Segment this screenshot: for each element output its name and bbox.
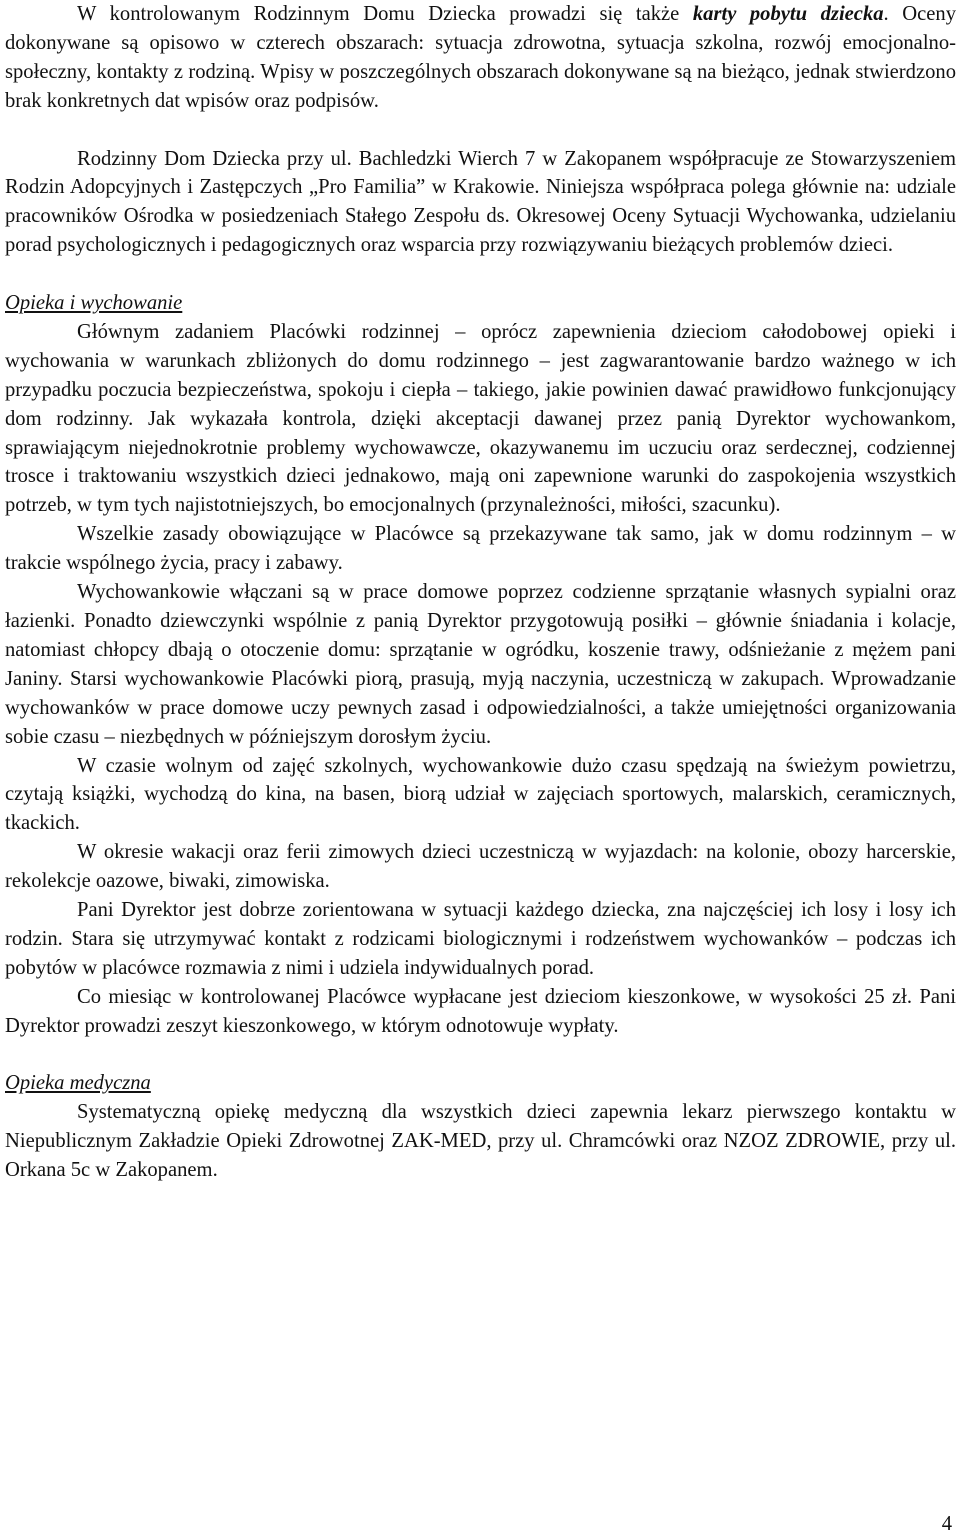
paragraph-cooperation: Rodzinny Dom Dziecka przy ul. Bachledzki Wierch 7 w Zakopanem współpracuje ze Stowarzyszeniem Rodzin Adopcyjnych i Zastępczych „Pro Familia” w Krakowie. Niniejsza współpraca polega głównie na: udziale pracowników Ośrodka w posiedzeniach Stałego Zespołu ds. Okresowej Oceny Sytuacji Wychowanka, udzielaniu porad psychologicznych i pedagogicznych oraz wsparcia przy rozwiązywaniu bieżących problemów dzieci. — [5, 147, 956, 257]
paragraph-medical: Systematyczną opiekę medyczną dla wszystkich dzieci zapewnia lekarz pierwszego kontaktu w Niepublicznym Zakładzie Opieki Zdrowotnej ZAK-MED, przy ul. Chramcówki oraz NZOZ ZDROWIE, przy ul. Orkana 5c w Zakopanem. — [5, 1101, 956, 1182]
section-heading-medical: Opieka medyczna — [5, 1072, 151, 1095]
paragraph-care-pocket-money: Co miesiąc w kontrolowanej Placówce wypłacane jest dzieciom kieszonkowe, w wysokości 25 zł. Pani Dyrektor prowadzi zeszyt kieszonkowego, w którym odnotowuje wypłaty. — [5, 985, 956, 1037]
paragraph-intro-text-end: . Oceny dokonywane są opisowo w czterech obszarach: sytuacja zdrowotna, sytuacja szkolna, rozwój emocjonalno-społeczny, kontakty z rodziną. Wpisy w poszczególnych obszarach dokonywane są na bieżąco, jednak stwierdzono brak konkretnych dat wpisów oraz podpisów. — [5, 3, 956, 112]
karty-pobytu-emphasis: karty pobytu dziecka — [692, 3, 884, 25]
paragraph-care-chores: Wychowankowie włączani są w prace domowe poprzez codzienne sprzątanie własnych sypialni oraz łazienki. Ponadto dziewczynki wspólnie z panią Dyrektor przygotowują posiłki – głównie śniadania i kolacje, natomiast chłopcy dbają o otoczenie domu: sprzątanie w ogródku, koszenie trawy, odśnieżanie z mężem pani Janiny. Starsi wychowankowie Placówki piorą, prasują, myją naczynia, uczestniczą w zakupach. Wprowadzanie wychowanków w prace domowe uczy pewnych zasad i odpowiedzialności, a także umiejętności organizowania sobie czasu – niezbędnych w późniejszym dorosłym życiu. — [5, 581, 956, 748]
document-body — [5, 0, 956, 1185]
paragraph-intro — [5, 0, 956, 116]
paragraph-care-rules: Wszelkie zasady obowiązujące w Placówce są przekazywane tak samo, jak w domu rodzinnym – w trakcie wspólnego życia, pracy i zabawy. — [5, 523, 956, 575]
page-number: 4 — [941, 1513, 952, 1535]
paragraph-care-holidays: W okresie wakacji oraz ferii zimowych dzieci uczestniczą w wyjazdach: na kolonie, obozy harcerskie, rekolekcje oazowe, biwaki, zimowiska. — [5, 841, 956, 893]
paragraph-care-main: Głównym zadaniem Placówki rodzinnej – oprócz zapewnienia dzieciom całodobowej opieki i wychowania w warunkach zbliżonych do domu rodzinnego – jest zagwarantowanie bardzo ważnego w ich przypadku poczucia bezpieczeństwa, spokoju i ciepła – takiego, jakie powinien dawać prawidłowo funkcjonujący dom rodzinny. Jak wykazała kontrola, dzięki akceptacji dawanej przez panią Dyrektor wychowankom, sprawiającym niejednokrotnie problemy wychowawcze, okazywanemu im uczuciu oraz serdecznej, codziennej trosce i traktowaniu wszystkich dzieci jednakowo, mają oni zapewnione warunki do zaspokojenia wszystkich potrzeb, w tym tych najistotniejszych, bo emocjonalnych (przynależności, miłości, szacunku). — [5, 320, 956, 517]
paragraph-care-family-contact: Pani Dyrektor jest dobrze zorientowana w sytuacji każdego dziecka, zna najczęściej ich losy i losy ich rodzin. Stara się utrzymywać kontakt z rodzicami biologicznymi i rodzeństwem wychowanków – podczas ich pobytów w placówce rozmawia z nimi i udziela indywidualnych porad. — [5, 899, 956, 979]
paragraph-intro-text: W kontrolowanym Rodzinnym Domu Dziecka prowadzi się także — [77, 3, 693, 25]
paragraph-care-free-time: W czasie wolnym od zajęć szkolnych, wychowankowie dużo czasu spędzają na świeżym powietrzu, czytają książki, wychodzą do kina, na basen, biorą udział w zajęciach sportowych, malarskich, ceramicznych, tkackich. — [5, 754, 956, 835]
section-heading-care: Opieka i wychowanie — [5, 292, 183, 315]
